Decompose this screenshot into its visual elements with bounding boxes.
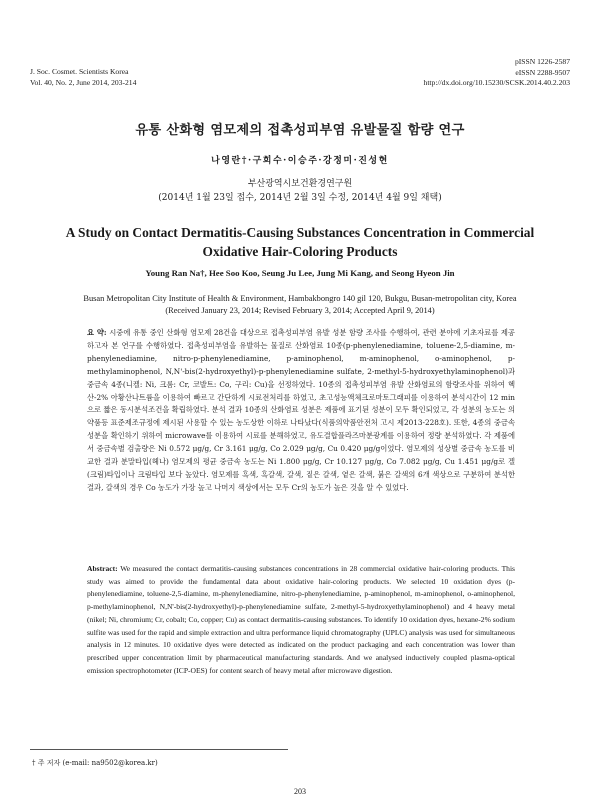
- journal-header-left: [30, 67, 136, 88]
- korean-authors: 나영란†·구희수·이승주·강정미·진성현: [211, 156, 389, 166]
- journal-name: J. Soc. Cosmet. Scientists Korea: [30, 67, 129, 76]
- eissn: eISSN 2288-9507: [515, 67, 570, 77]
- english-affiliation-block: [0, 293, 600, 317]
- journal-header-right: [424, 57, 570, 89]
- korean-abstract-label: 요 약:: [87, 328, 107, 337]
- page-number: 203: [294, 787, 306, 796]
- korean-abstract: [87, 327, 515, 495]
- english-abstract-label: Abstract:: [87, 564, 118, 573]
- korean-abstract-text: 시중에 유통 중인 산화형 염모제 28건을 대상으로 접촉성피부염 유발 성분 함량 조사를 수행하여, 관련 분야에 기초자료를 제공하고자 본 연구를 수행하였다. 접촉성피부염을 유발하는 물질로 산화염료 10종(p-phenylenediamine, toluene-2,5-diamine, m-phenylenediamine, nitro-p-phenylenediamine, p-aminophenol, m-aminophenol, o-aminophenol, p-methylaminophenol, N,N'-bis(2-hydroxyethyl)-p-phenylenediamine sulfate, 2-methyl-5-hydroxyethylaminophenol)과 중금속 4종(니켈: Ni, 크롬: Cr, 코발트: Co, 구리: Cu)을 선정하였다. 10종의 접촉성피부염 유발 산화염료의 함량조사를 위하여 헥산-2% 아황산나트륨을 이용하여 빠르고 간단하게 시료전처리를 하였고, 초고성능액체크로마토그래피를 이용하여 분석시간이 12 min으로 짧은 동시분석조건을 확립하였다. 분석 결과 10종의 산화염료 성분은 제품에 표기된 성분이 모두 확인되었고, 각 성분의 농도는 의약품등 표준제조규정에 제시된 사용할 수 있는 농도상한 이하로 나타났다(식품의약품안전처 고시 제2013-228호). 또한, 4종의 중금속성분을 확인하기 위하여 microwave를 이용하여 시료를 분해하였고, 유도결합플라즈마분광계를 이용하여 정량 분석하였다. 각 제품에서 중금속별 검출량은 Ni 0.572 μg/g, Cr 3.161 μg/g, Co 2.029 μg/g, Cu 0.420 μg/g이었다. 염모제의 성상별 중금속 농도를 비교한 결과 분말타입(헤나) 염모제의 평균 중금속 농도는 Ni 1.800 μg/g, Cr 10.127 μg/g, Co 7.082 μg/g, Cu 1.451 μg/g로 겔(크림)타입이나 크림타입 보다 높았다. 염모제를 흑색, 흑갈색, 갈색, 짙은 갈색, 옅은 갈색, 붉은 갈색의 6개 색상으로 구분하여 분석한 결과, 갈색의 경우 Co 농도가 가장 높고 나머지 색상에서는 모두 Cr의 농도가 높은 것을 알 수 있었다.: [87, 328, 515, 492]
- corresponding-author-footnote: † 주 저자 (e-mail: na9502@korea.kr): [32, 759, 158, 767]
- pissn: pISSN 1226-2587: [514, 57, 570, 66]
- korean-title: 유통 산화형 염모제의 접촉성피부염 유발물질 함량 연구: [135, 123, 465, 138]
- doi-link[interactable]: http://dx.doi.org/10.15230/SCSK.2014.40.2.203: [423, 78, 570, 87]
- footnote-divider: [30, 749, 288, 750]
- korean-affiliation: 부산광역시보건환경연구원: [247, 179, 353, 189]
- english-abstract: [87, 563, 515, 677]
- english-authors: Young Ran Na†, Hee Soo Koo, Seung Ju Lee, Jung Mi Kang, and Seong Hyeon Jin: [145, 268, 455, 278]
- english-dates: (Received January 23, 2014; Revised February 3, 2014; Accepted April 9, 2014): [165, 306, 435, 315]
- korean-dates: (2014년 1월 23일 접수, 2014년 2월 3일 수정, 2014년 4월 9일 채택): [158, 193, 442, 203]
- volume-info: Vol. 40, No. 2, June 2014, 203-214: [30, 77, 137, 87]
- english-affiliation: Busan Metropolitan City Institute of Health & Environment, Hambakbongro 140 gil 120, Bukgu, Busan-metropolitan city, Korea: [83, 294, 517, 303]
- english-title: A Study on Contact Dermatitis-Causing Substances Concentration in Commercial Oxidative Hair-Coloring Products: [65, 225, 535, 259]
- english-abstract-text: We measured the contact dermatitis-causing substances concentrations in 28 commercial oxidative hair-coloring products. This study was aimed to provide the fundamental data about oxidative hair-coloring products. We selected 10 oxidation dyes (p-phenylenediamine, toluene-2,5-diamine, m-phenylenediamine, nitro-p-phenylenediamine, p-aminophenol, m-aminophenol, o-aminophenol, p-methylaminophenol, N,N'-bis(2-hydroxyethyl)-p-phenylenediamine sulfate, 2-methyl-5-hydroxyethylaminophenol) and 4 heavy metal (nikel; Ni, chromium; Cr, cobalt; Co, copper; Cu) as contact dermatitis-causing substances. To identify 10 oxidation dyes, hexane-2% sodium sulfite was used for the rapid and simple extraction and ultra performance liquid chromatography (UPLC) analysis was used for simultaneous analysis in 12 minutes. 10 oxidative dyes were detected as indicated on the product packaging and each concentration was lower than prescribed upper concentration limit by pharmaceutical manufacturing standards. And we analysed inductively coupled plasma-optical emission spectrophotometer (ICP-OES) for content search of heavy metal after microwave digestion.: [87, 564, 515, 675]
